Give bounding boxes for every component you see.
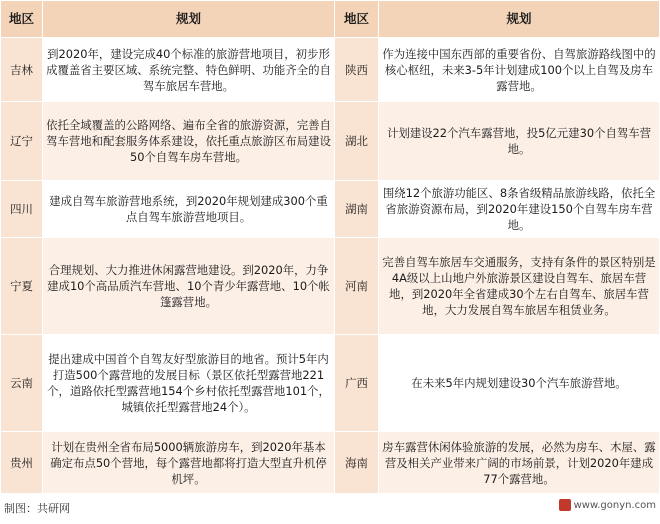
region-cell: 贵州 bbox=[1, 432, 43, 494]
plan-cell: 合理规划、大力推进休闲露营地建设。到2020年，力争建成10个高品质汽车营地、10个青少年露营地、10个帐篷露营地。 bbox=[43, 238, 335, 335]
region-cell: 陕西 bbox=[335, 38, 379, 102]
region-cell: 云南 bbox=[1, 335, 43, 432]
region-cell: 湖南 bbox=[335, 181, 379, 238]
table-row bbox=[1, 102, 660, 181]
plan-header-left: 规划 bbox=[43, 1, 335, 38]
table-row bbox=[1, 335, 660, 432]
region-header-left: 地区 bbox=[1, 1, 43, 38]
source-caption: 制图：共研网 bbox=[4, 502, 70, 515]
region-cell: 吉林 bbox=[1, 38, 43, 102]
header-row bbox=[1, 1, 660, 38]
table-row bbox=[1, 38, 660, 102]
plan-cell: 在未来5年内规划建设30个汽车旅游营地。 bbox=[379, 335, 660, 432]
region-cell: 辽宁 bbox=[1, 102, 43, 181]
region-cell: 四川 bbox=[1, 181, 43, 238]
table-row bbox=[1, 432, 660, 494]
plan-header-right: 规划 bbox=[379, 1, 660, 38]
plan-cell: 到2020年，建设完成40个标准的旅游营地项目，初步形成覆盖省主要区域、系统完整、特色鲜明、功能齐全的自驾车旅居车营地。 bbox=[43, 38, 335, 102]
plan-cell: 围绕12个旅游功能区、8条省级精品旅游线路，依托全省旅游资源布局，到2020年建设150个自驾车房车营地。 bbox=[379, 181, 660, 238]
table-row bbox=[1, 181, 660, 238]
plan-cell: 计划建设22个汽车露营地，投5亿元建30个自驾车营地。 bbox=[379, 102, 660, 181]
plan-cell: 作为连接中国东西部的重要省份、自驾旅游路线图中的核心枢纽，未来3-5年计划建成100个以上自驾及房车露营地。 bbox=[379, 38, 660, 102]
watermark-text: www.gonyn.com bbox=[573, 499, 656, 511]
table-row bbox=[1, 238, 660, 335]
plan-cell: 依托全域覆盖的公路网络、遍布全省的旅游资源，完善自驾车营地和配套服务体系建设，依托重点旅游区布局建设50个自驾车房车营地。 bbox=[43, 102, 335, 181]
region-cell: 宁夏 bbox=[1, 238, 43, 335]
region-cell: 河南 bbox=[335, 238, 379, 335]
region-cell: 海南 bbox=[335, 432, 379, 494]
plan-cell: 计划在贵州全省布局5000辆旅游房车，到2020年基本确定布点50个营地，每个露营地都将打造大型直升机停机坪。 bbox=[43, 432, 335, 494]
plan-cell: 房车露营休闲体验旅游的发展，必然为房车、木屋、露营及相关产业带来广阔的市场前景，计划2020年建成77个露营地。 bbox=[379, 432, 660, 494]
plan-cell: 提出建成中国首个自驾友好型旅游目的地省。预计5年内打造500个露营地的发展目标（景区依托型露营地221个，道路依托型露营地154个乡村依托型露营地101个，城镇依托型露营地24个）。 bbox=[43, 335, 335, 432]
watermark bbox=[559, 499, 656, 511]
region-cell: 湖北 bbox=[335, 102, 379, 181]
logo-icon bbox=[559, 499, 571, 511]
plan-cell: 建成自驾车旅游营地系统，到2020年规划建成300个重点自驾车旅游营地项目。 bbox=[43, 181, 335, 238]
region-cell: 广西 bbox=[335, 335, 379, 432]
plan-cell: 完善自驾车旅居车交通服务，支持有条件的景区特别是4A级以上山地户外旅游景区建设自驾车、旅居车营地，到2020年全省建成30个左右自驾车、旅居车营地，大力发展自驾车旅居车租赁业务。 bbox=[379, 238, 660, 335]
region-header-right: 地区 bbox=[335, 1, 379, 38]
